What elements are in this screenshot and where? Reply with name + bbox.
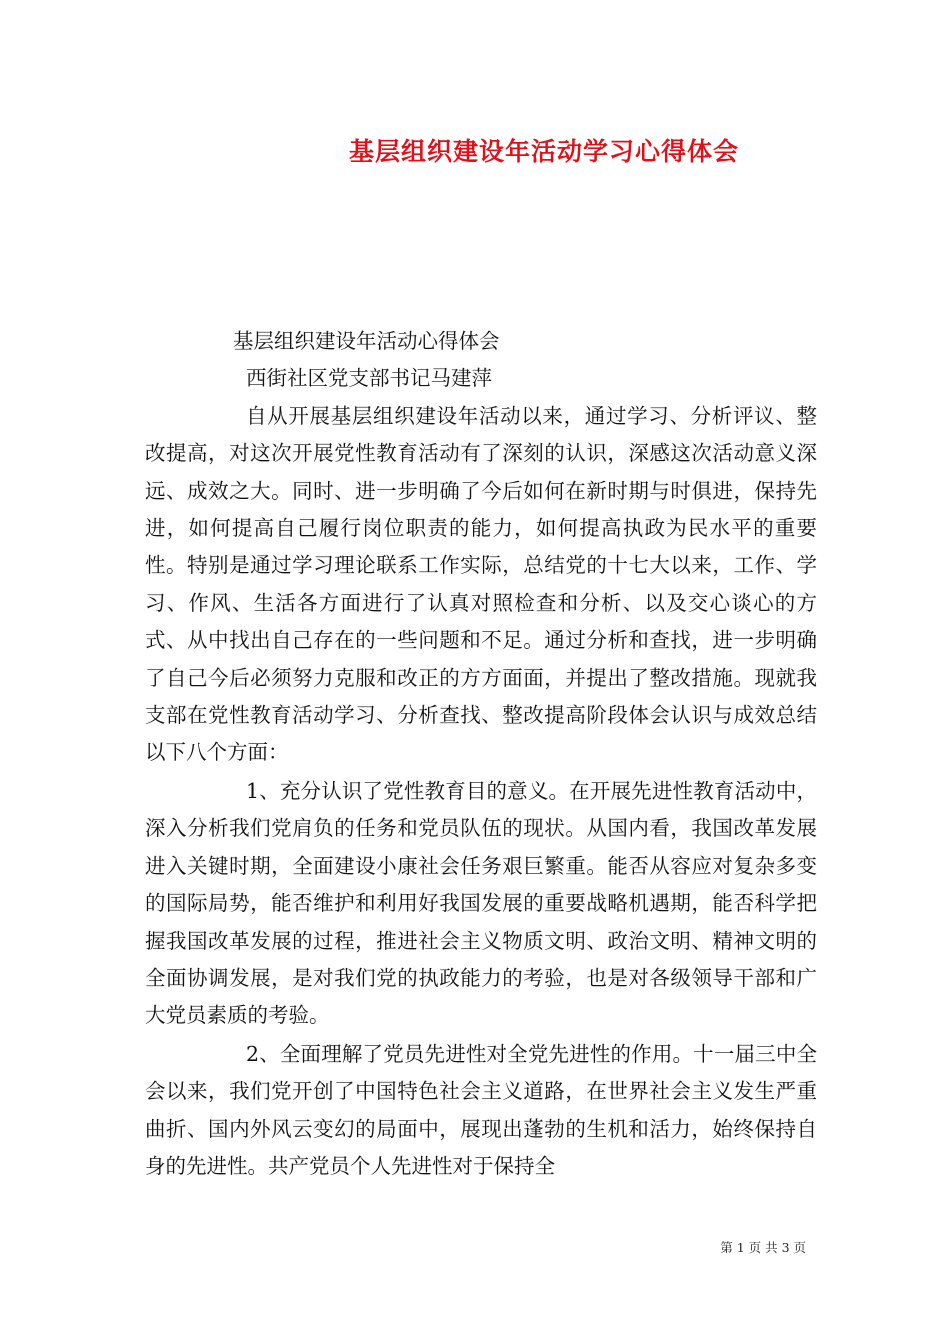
document-body [145, 323, 817, 1185]
paragraph-intro: 自从开展基层组织建设年活动以来，通过学习、分析评议、整改提高，对这次开展党性教育活动有了深刻的认识，深感这次活动意义深远、成效之大。同时、进一步明确了今后如何在新时期与时俱进，保持先进，如何提高自己履行岗位职责的能力，如何提高执政为民水平的重要性。特别是通过学习理论联系工作实际，总结党的十七大以来，工作、学习、作风、生活各方面进行了认真对照检查和分析、以及交心谈心的方式、从中找出自己存在的一些问题和不足。通过分析和查找，进一步明确了自己今后必须努力克服和改正的方方面面，并提出了整改措施。现就我支部在党性教育活动学习、分析查找、整改提高阶段体会认识与成效总结以下八个方面： [145, 403, 817, 765]
document-title: 基层组织建设年活动学习心得体会 [348, 137, 739, 166]
paragraph-point-2: 2、全面理解了党员先进性对全党先进性的作用。十一届三中全会以来，我们党开创了中国特色社会主义道路，在世界社会主义发生严重曲折、国内外风云变幻的局面中，展现出蓬勃的生机和活力，始终保持自身的先进性。共产党员个人先进性对于保持全 [145, 1041, 817, 1178]
document-author: 西街社区党支部书记马建萍 [246, 366, 492, 391]
page-number-footer: 第 1 页 共 3 页 [720, 1240, 806, 1255]
paragraph-point-1: 1、充分认识了党性教育目的意义。在开展先进性教育活动中，深入分析我们党肩负的任务和党员队伍的现状。从国内看，我国改革发展进入关键时期，全面建设小康社会任务艰巨繁重。能否从容应对复杂多变的国际局势，能否维护和利用好我国发展的重要战略机遇期，能否科学把握我国改革发展的过程，推进社会主义物质文明、政治文明、精神文明的全面协调发展，是对我们党的执政能力的考验，也是对各级领导干部和广大党员素质的考验。 [145, 778, 817, 1028]
document-subtitle: 基层组织建设年活动心得体会 [233, 329, 500, 353]
